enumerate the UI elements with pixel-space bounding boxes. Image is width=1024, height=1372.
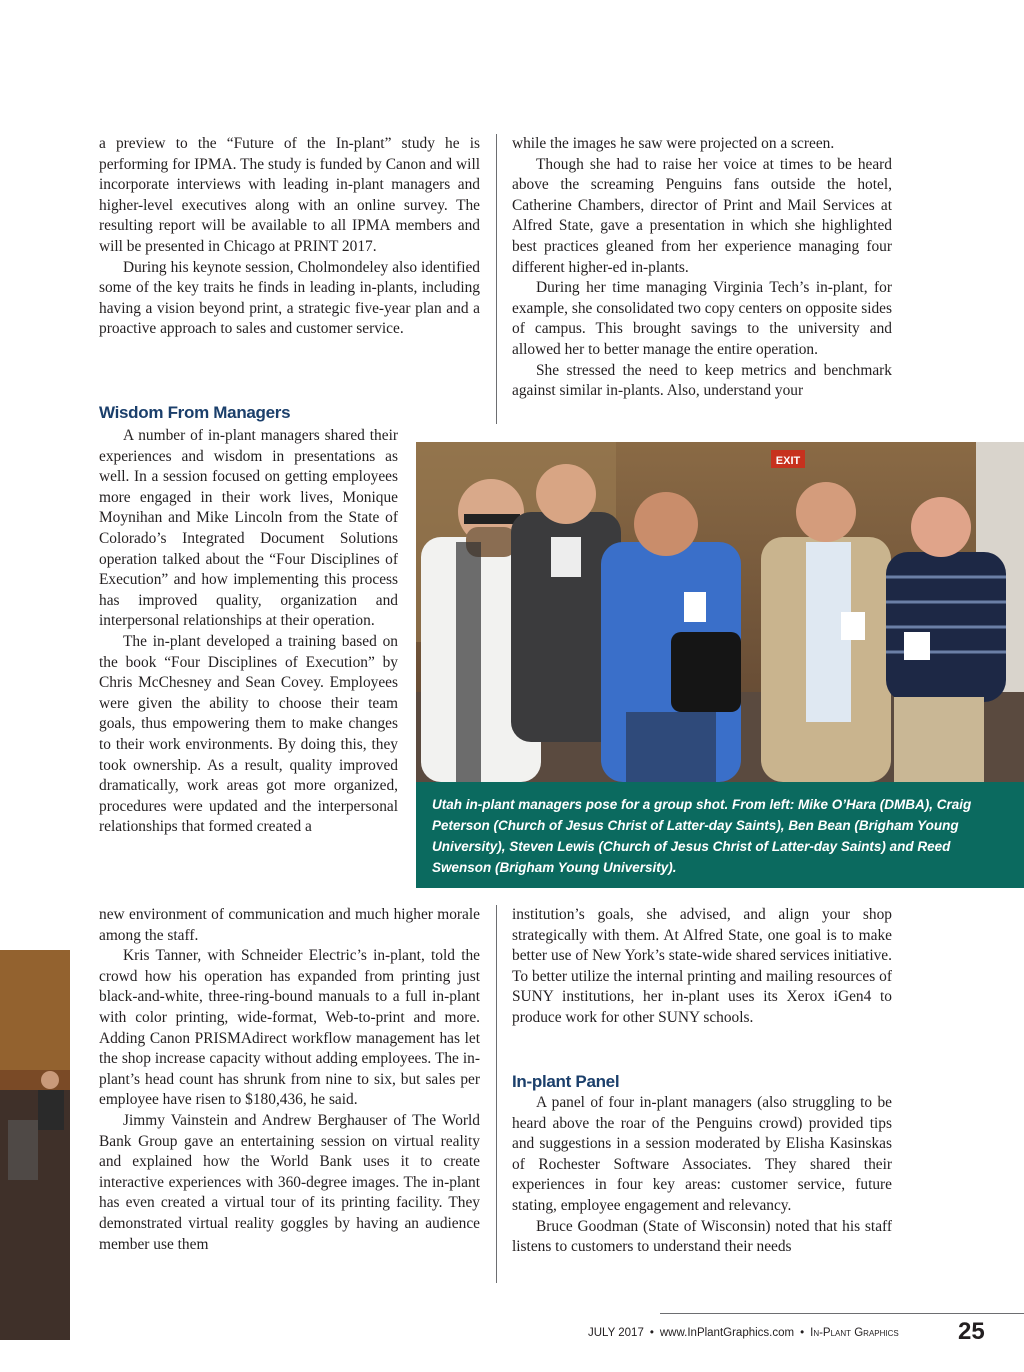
paragraph: The in-plant developed a training based on the book “Four Disciplines of Execution” by Chris McChesney and Sean Covey. Employees were given the ability to choose their team goals, thus empowering them to make changes to their work environments. By doing this, they took ownership. As a result, quality improved dramatically, work areas got more organized, procedures were updated and the interpersonal relationships that formed created a [99, 632, 398, 836]
paragraph: Jimmy Vainstein and Andrew Berghauser of The World Bank Group gave an entertaining session on virtual reality and explained how the World Bank uses it to create interactive experiences with 360-degree images. The in-plant has even created a virtual tour of its printing facility. They demonstrated virtual reality goggles by having an audience member use them [99, 1111, 480, 1253]
page-number: 25 [958, 1318, 985, 1345]
article-column-left-bottom [99, 905, 480, 1255]
paragraph: new environment of communication and much higher morale among the staff. [99, 906, 480, 944]
paragraph: A number of in-plant managers shared their experiences and wisdom in presentations as well. In a session focused on getting employees more engaged in their work lives, Monique Moynihan and Mike Lincoln from the State of Colorado’s Integrated Document Solutions operation talked about the “Four Disciplines of Execution” and how implementing this process has improved quality, organization and interpersonal relationships at their operation. [99, 427, 398, 630]
group-photo-illustration [416, 442, 1024, 782]
paragraph: institution’s goals, she advised, and align your shop strategically with them. At Alfred State, one goal is to make better use of New York’s state-wide shared services initiative. To better utilize the internal printing and mailing resources of SUNY institutions, her in-plant uses its Xerox iGen4 to produce work for other SUNY schools. [512, 906, 892, 1026]
paragraph: During her time managing Virginia Tech’s in-plant, for example, she consolidated two copy centers on opposite sides of campus. This brought savings to the university and allowed her to better manage the entire operation. [512, 279, 892, 358]
group-photo [416, 442, 1024, 782]
paragraph: a preview to the “Future of the In-plant” study he is performing for IPMA. The study is funded by Canon and will incorporate interviews with leading in-plant managers and higher-level executives along with an online survey. The resulting report will be available to all IPMA members and will be presented in Chicago at PRINT 2017. [99, 135, 480, 255]
article-column-left-narrow [99, 426, 398, 838]
photo-caption: Utah in-plant managers pose for a group shot. From left: Mike O’Hara (DMBA), Craig Peterson (Church of Jesus Christ of Latter-day Saints), Ben Bean (Brigham Young University), Steven Lewis (Church of Jesus Christ of Latter-day Saints) and Reed Swenson (Brigham Young University). [432, 797, 972, 875]
adjacent-page-photo-edge [0, 950, 70, 1340]
paragraph: During his keynote session, Cholmondeley also identified some of the key traits he finds in leading in-plants, including having a vision beyond print, a strategic five-year plan and a proactive approach to sales and customer service. [99, 258, 480, 338]
paragraph: Kris Tanner, with Schneider Electric’s in-plant, told the crowd how his operation has expanded from printing just black-and-white, three-ring-bound manuals to a full in-plant with color printing, wide-format, Web-to-print and more. Adding Canon PRISMAdirect workflow management has let the shop increase capacity without adding employees. The in-plant’s head count has shrunk from nine to six, but sales per employee have risen to $180,436, he said. [99, 947, 480, 1109]
column-divider [496, 134, 497, 424]
article-column-left-top [99, 134, 480, 340]
adjacent-photo-illustration [0, 950, 70, 1340]
paragraph: while the images he saw were projected on a screen. [512, 135, 835, 152]
bullet-separator: • [649, 1327, 654, 1339]
column-divider [496, 905, 497, 1283]
exit-sign-label: EXIT [775, 455, 801, 467]
bullet-separator: • [800, 1327, 805, 1339]
footer-magazine: In-Plant Graphics [810, 1327, 899, 1339]
article-column-right-panel [512, 1093, 892, 1258]
paragraph: Though she had to raise her voice at times to be heard above the screaming Penguins fans outside the hotel, Catherine Chambers, director of Print and Mail Services at Alfred State, gave a presentation in which she highlighted best practices gleaned from her experience managing four different higher-ed in-plants. [512, 155, 892, 276]
footer-rule [660, 1313, 1024, 1314]
paragraph: She stressed the need to keep metrics and benchmark against similar in-plants. Also, understand your [512, 361, 892, 400]
paragraph: A panel of four in-plant managers (also struggling to be heard above the roar of the Penguins crowd) provided tips and suggestions in a session moderated by Elisha Kasinskas of Rochester Software Associates. They shared their experiences in four key areas: customer service, future stating, employee engagement and relevancy. [512, 1094, 892, 1214]
photo-caption-box [416, 782, 1024, 888]
section-heading-wisdom: Wisdom From Managers [99, 403, 291, 422]
paragraph: Bruce Goodman (State of Wisconsin) noted that his staff listens to customers to understand their needs [512, 1217, 892, 1256]
section-heading-panel: In-plant Panel [512, 1072, 620, 1091]
footer-url: www.InPlantGraphics.com [659, 1327, 795, 1339]
footer-date: JULY 2017 [588, 1327, 644, 1339]
page-footer [588, 1327, 899, 1347]
article-column-right-bottom [512, 905, 892, 1029]
article-column-right-top [512, 134, 892, 402]
